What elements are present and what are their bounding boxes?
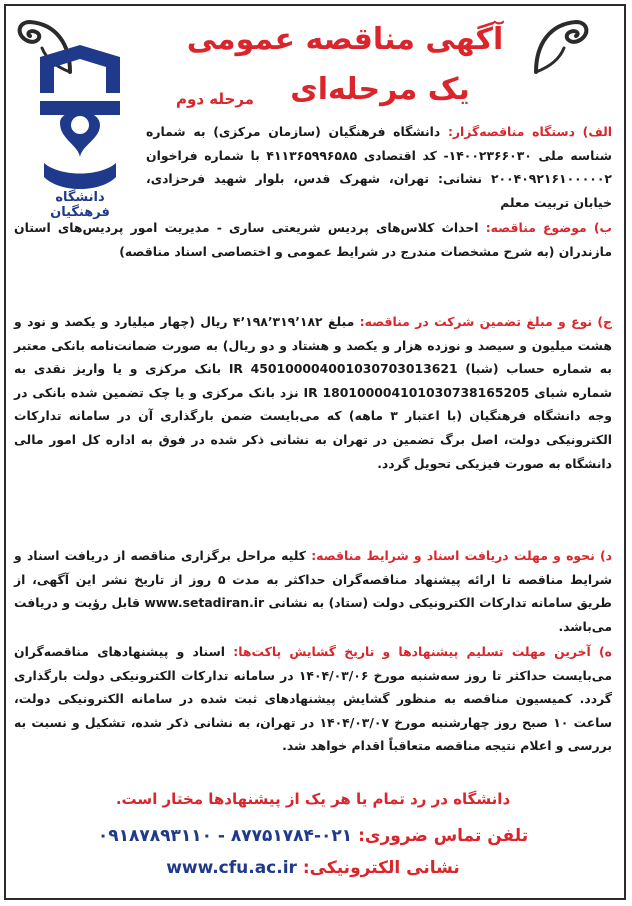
- section-b: [14, 216, 612, 263]
- section-c-body-3: نزد بانک مرکزی و یا چک تضمین شده بانکی در وجه دانشگاه فرهنگیان: [14, 384, 612, 424]
- section-d: [14, 544, 612, 638]
- section-a-body: دانشگاه فرهنگیان (سازمان مرکزی) به شماره شناسه ملی ۱۴۰۰۲۳۶۶۰۳۰- کد اقتصادی ۴۱۱۳۶۵۹۹۶۵۸۵ با شماره فراخوان ۲۰۰۴۰۹۲۱۶۱۰۰۰۰۰۲ نشانی: تهران، شهرک قدس، بلوار شهید فرحزادی، خیابان تربیت معلم: [146, 124, 612, 210]
- section-d-tail: قابل رؤیت و دریافت می‌باشد.: [14, 595, 612, 634]
- contact-phone: [14, 826, 612, 846]
- section-e: [14, 640, 612, 758]
- stage-label: مرحله دوم: [176, 90, 254, 108]
- setad-link[interactable]: www.setadiran.ir: [144, 595, 265, 611]
- section-b-heading: ب) موضوع مناقصه:: [485, 220, 612, 235]
- web-label: نشانی الکترونیکی:: [302, 858, 460, 878]
- contact-web: [14, 858, 612, 878]
- section-b-body: احداث کلاس‌های پردیس شریعتی ساری - مدیریت امور پردیس‌های استان مازندران (به شرح مشخصات مندرج در شرایط عمومی و اختصاصی اسناد مناقصه): [14, 220, 612, 259]
- section-c-body-2: بانک مرکزی و یا واریز نقدی به شماره شبای: [14, 361, 612, 400]
- section-e-body: اسناد و پیشنهادهای مناقصه‌گران می‌بایست حداکثر تا روز سه‌شنبه مورخ ۱۴۰۴/۰۳/۰۶ در سامانه تدارکات الکترونیکی دولت بارگذاری گردد. کمیسیون مناقصه به منظور گشایش پیشنهادهای ثبت شده در سامانه الکترونیکی دولت، ساعت ۱۰ صبح روز چهارشنبه مورخ ۱۴۰۴/۰۳/۰۷ در تهران، به نشانی ذکر شده، تشکیل و نسبت به بررسی و اعلام نتیجه مناقصه متعاقباً اقدام خواهد شد.: [14, 644, 613, 754]
- ornament-icon: [530, 14, 594, 78]
- iban-2: IR 180100004101030738165205: [303, 384, 530, 400]
- section-d-body: کلیه مراحل برگزاری مناقصه از دریافت اسناد و شرایط مناقصه تا ارائه پیشنهاد مناقصه‌گران حداکثر به مدت ۵ روز از تاریخ نشر این آگهی، از طریق سامانه تدارکات الکترونیکی دولت (ستاد) به نشانی: [14, 548, 612, 611]
- logo-caption: دانشگاه فرهنگیان: [50, 190, 110, 220]
- iban-1: IR 450100004001030703013621: [228, 361, 458, 377]
- section-d-heading: د) نحوه و مهلت دریافت اسناد و شرایط مناقصه:: [311, 548, 612, 563]
- section-a: [146, 120, 612, 214]
- phone-value[interactable]: ۰۲۱-۸۷۷۵۱۷۸۴ - ۰۹۱۸۷۸۹۳۱۱۰: [97, 826, 353, 846]
- section-e-heading: ه) آخرین مهلت تسلیم پیشنهادها و تاریخ گشایش پاکت‌ها:: [233, 644, 612, 659]
- website-link[interactable]: www.cfu.ac.ir: [166, 858, 297, 878]
- section-c-heading: ج) نوع و مبلغ تضمین شرکت در مناقصه:: [359, 314, 612, 329]
- guarantee-validity: (با اعتبار ۳ ماهه): [348, 408, 463, 424]
- phone-label: تلفن تماس ضروری:: [358, 826, 529, 846]
- section-c-body-1: مبلغ ۴٬۱۹۸٬۳۱۹٬۱۸۲ ریال (چهار میلیارد و یکصد و نود و هشت میلیون و سیصد و نوزده هزار و یکصد و هشتاد و دو ریال) به صورت ضمانت‌نامه بانکی معتبر به شماره حساب (شبا): [14, 314, 612, 377]
- page-title: آگهی مناقصه عمومی: [186, 22, 504, 57]
- section-a-heading: الف) دستگاه مناقصه‌گزار:: [447, 124, 612, 139]
- section-c-body-4: که می‌بایست ضمن بارگذاری آن در سامانه تدارکات الکترونیکی دولت، اصل برگ تضمین در تهران به نشانی ذکر شده در فوق به اداره کل امور مالی دانشگاه به صورت فیزیکی تحویل گردد.: [14, 408, 612, 471]
- section-c: [14, 310, 612, 475]
- page-subtitle: یک مرحله‌ای: [290, 72, 470, 107]
- rejection-note: دانشگاه در رد تمام یا هر یک از پیشنهادها مختار است.: [115, 790, 511, 808]
